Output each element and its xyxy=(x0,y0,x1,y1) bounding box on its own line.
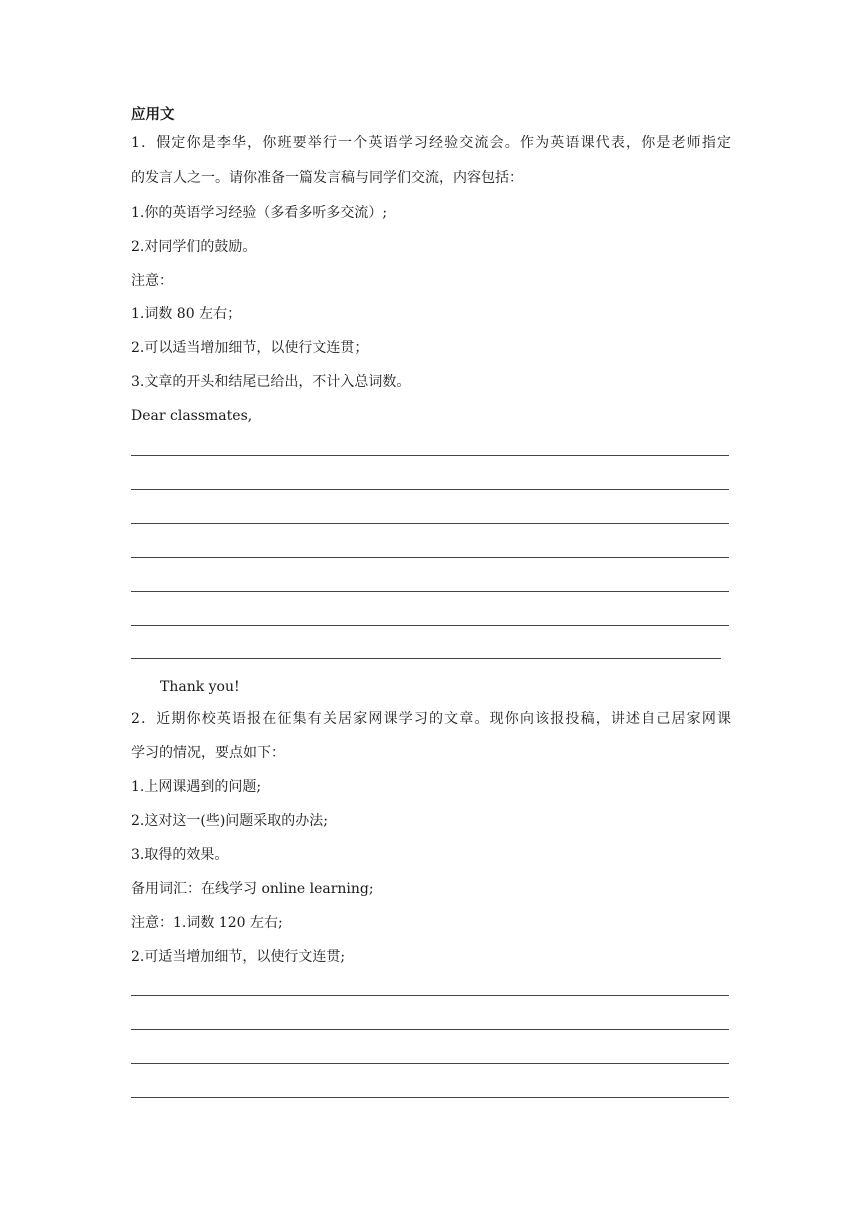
q2-paragraph-line-2: 学习的情况，要点如下： xyxy=(131,745,285,761)
q1-answer-line[interactable] xyxy=(131,489,729,490)
q2-vocab: 备用词汇：在线学习 online learning; xyxy=(131,881,374,897)
q1-answer-line[interactable] xyxy=(131,455,729,456)
q2-point-1: 1.上网课遇到的问题; xyxy=(131,779,262,795)
section-title: 应用文 xyxy=(131,106,175,123)
q1-paragraph-line-1: 1．假定你是李华，你班要举行一个英语学习经验交流会。作为英语课代表，你是老师指定 xyxy=(131,135,731,151)
q1-closing: Thank you! xyxy=(160,679,240,695)
q1-answer-line[interactable] xyxy=(131,591,729,592)
q2-answer-line[interactable] xyxy=(131,1097,729,1098)
q2-note-2: 2.可适当增加细节，以使行文连贯; xyxy=(131,949,346,965)
q2-note-1: 注意：1.词数 120 左右; xyxy=(131,915,283,931)
q1-note-2: 2.可以适当增加细节，以使行文连贯； xyxy=(131,340,369,356)
q1-notes-label: 注意： xyxy=(131,273,173,289)
q1-note-1: 1.词数 80 左右； xyxy=(131,306,242,322)
q2-point-3: 3.取得的效果。 xyxy=(131,847,229,863)
q2-point-2: 2.这对这一(些)问题采取的办法; xyxy=(131,813,328,829)
q2-paragraph-line-1: 2．近期你校英语报在征集有关居家网课学习的文章。现你向该报投稿，讲述自己居家网课 xyxy=(131,711,731,727)
q1-point-2: 2.对同学们的鼓励。 xyxy=(131,239,257,255)
q1-note-3: 3.文章的开头和结尾已给出，不计入总词数。 xyxy=(131,374,411,390)
q2-answer-line[interactable] xyxy=(131,995,729,996)
q1-answer-line[interactable] xyxy=(131,625,729,626)
q1-greeting: Dear classmates, xyxy=(131,408,253,424)
q1-point-1: 1.你的英语学习经验（多看多听多交流）; xyxy=(131,205,388,221)
q2-answer-line[interactable] xyxy=(131,1063,729,1064)
q1-paragraph-line-2: 的发言人之一。请你准备一篇发言稿与同学们交流，内容包括： xyxy=(131,170,523,186)
q1-answer-line[interactable] xyxy=(131,658,721,659)
q1-answer-line[interactable] xyxy=(131,523,729,524)
q1-answer-line[interactable] xyxy=(131,557,729,558)
q2-answer-line[interactable] xyxy=(131,1029,729,1030)
